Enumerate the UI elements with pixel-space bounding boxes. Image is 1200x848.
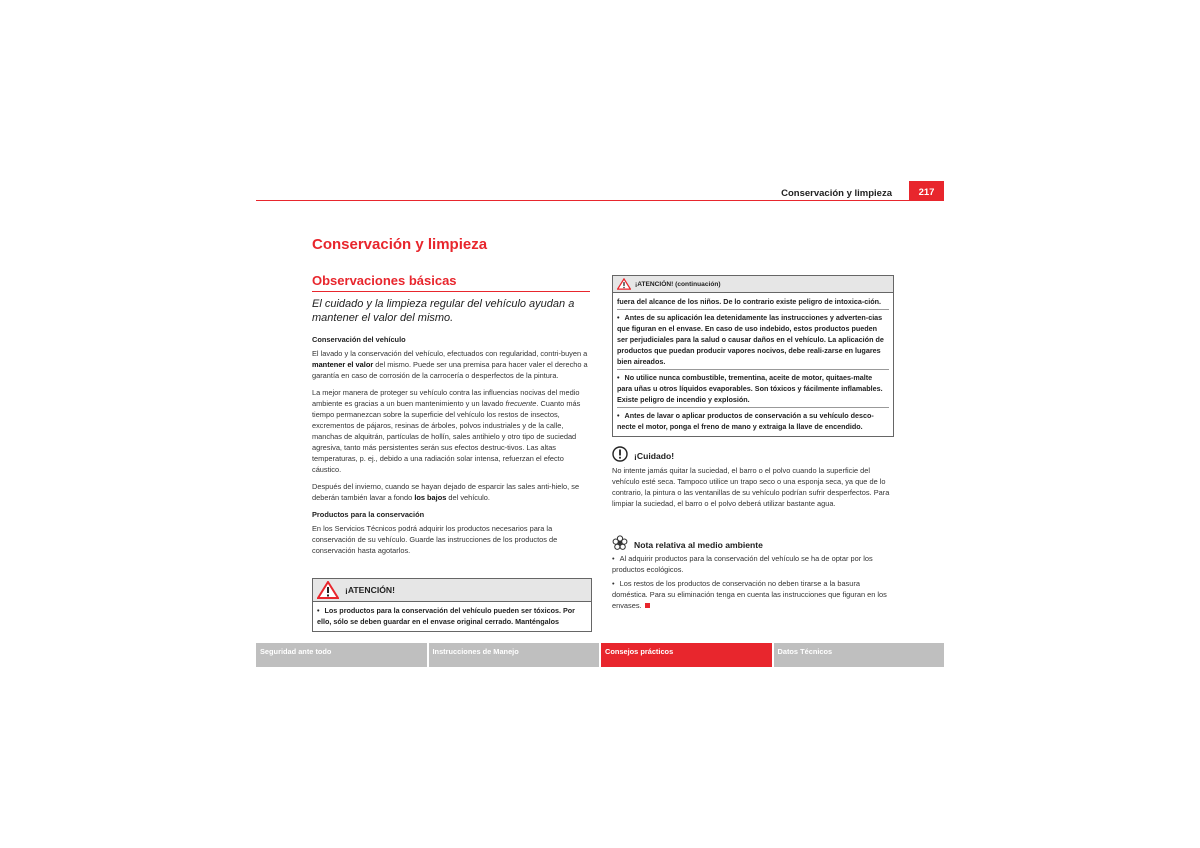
warning-continuation-title: ¡ATENCIÓN! (continuación) xyxy=(635,280,721,288)
warning-continuation-header xyxy=(613,276,893,293)
warning-box xyxy=(312,578,592,632)
footer-tab-safety[interactable]: Seguridad ante todo xyxy=(256,643,427,667)
page-number: 217 xyxy=(909,181,944,201)
paragraph-3: Después del invierno, cuando se hayan dejado de esparcir las sales anti-hielo, se deberán también lavar a fondo los bajos del vehículo. xyxy=(312,482,580,502)
warning-continuation-text: fuera del alcance de los niños. De lo contrario existe peligro de intoxica-ción. xyxy=(617,297,882,306)
environment-item: • Al adquirir productos para la conservación del vehículo se ha de optar por los productos ecológicos. xyxy=(612,553,892,575)
warning-item: • No utilice nunca combustible, trementina, aceite de motor, quitaes-malte para uñas u otros líquidos evaporables. Son tóxicos y fácilmente inflamables. Existe peligro de incendio y explosión. xyxy=(617,369,889,405)
intro-text: El cuidado y la limpieza regular del vehículo ayudan a mantener el valor del mismo. xyxy=(312,298,575,324)
paragraph-2: La mejor manera de proteger su vehículo contra las influencias nocivas del medio ambiente es gracias a un buen mantenimiento y un lavado frecuente. Cuanto más tiempo permanezcan sobre la superficie del vehículo los restos de insectos, excrementos de pájaros, resinas de árboles, polvos industriales y de la calle, manchas de alquitrán, partículas de hollín, sales antihielo y otro tipo de suciedad agresiva, tanto más persistentes serán sus efectos destruc-tivos. Las altas temperaturas, p. ej., debido a una radiación solar intensa, refuerzan el efecto cáustico. xyxy=(312,388,581,474)
subheading-vehicle-care: Conservación del vehículo xyxy=(312,335,406,344)
subheading-products: Productos para la conservación xyxy=(312,510,425,519)
page-title: Conservación y limpieza xyxy=(312,236,488,253)
header-rule xyxy=(256,200,944,201)
end-marker-square-icon xyxy=(645,603,650,608)
section-title: Observaciones básicas xyxy=(312,273,457,288)
exclamation-circle-icon xyxy=(612,446,628,462)
paragraph-1: El lavado y la conservación del vehículo, efectuados con regularidad, contri-buyen a mantener el valor del mismo. Puede ser una premisa para hacer valer el derecho a garantía en caso de corrosión de la carrocería o desperfectos de la pintura. xyxy=(312,349,588,380)
warning-triangle-icon xyxy=(317,581,339,599)
caution-block xyxy=(612,445,892,509)
environment-note xyxy=(612,535,892,611)
running-header-title: Conservación y limpieza xyxy=(781,188,892,199)
warning-item: • Antes de lavar o aplicar productos de conservación a su vehículo desco-necte el motor, ponga el freno de mano y extraiga la llave de encendido. xyxy=(617,407,889,432)
warning-body xyxy=(313,602,591,631)
warning-box-header xyxy=(313,579,591,602)
warning-triangle-icon xyxy=(617,278,631,290)
paragraph-4: En los Servicios Técnicos podrá adquirir los productos necesarios para la conservación de su vehículo. Guarde las instrucciones de los productos de conservación hasta agotarlos. xyxy=(312,524,558,555)
footer-nav xyxy=(256,643,944,667)
flower-icon xyxy=(612,535,628,551)
warning-item: • Los productos para la conservación del vehículo pueden ser tóxicos. Por ello, sólo se deben guardar en el envase original cerrado. Manténgalos xyxy=(317,605,587,627)
footer-tab-practical-tips[interactable]: Consejos prácticos xyxy=(601,643,772,667)
environment-title: Nota relativa al medio ambiente xyxy=(634,539,763,550)
footer-tab-operation[interactable]: Instrucciones de Manejo xyxy=(429,643,600,667)
warning-item: • Antes de su aplicación lea detenidamente las instrucciones y adverten-cias que figuran en el envase. En caso de uso indebido, estos productos pueden ser perjudiciales para la salud o causar daños en el vehículo. La aplicación de productos que puedan producir vapores nocivos, debe reali-zarse en lugares bien aireados. xyxy=(617,309,889,367)
caution-title: ¡Cuidado! xyxy=(634,451,675,461)
section-rule xyxy=(312,291,590,292)
warning-continuation-box xyxy=(612,275,894,437)
footer-tab-technical-data[interactable]: Datos Técnicos xyxy=(774,643,945,667)
environment-item: • Los restos de los productos de conservación no deben tirarse a la basura doméstica. Para su eliminación tenga en cuenta las instrucciones que figuran en los envases. xyxy=(612,578,892,611)
left-column xyxy=(312,334,590,562)
warning-continuation-body xyxy=(613,293,893,436)
warning-title: ¡ATENCIÓN! xyxy=(345,585,395,595)
caution-text: No intente jamás quitar la suciedad, el barro o el polvo cuando la superficie del vehículo esté seca. Tampoco utilice un trapo seco o una esponja seca, ya que de lo contrario, la pintura o las ventanillas de su vehículo podrían sufrir desperfectos. Para limpiar la suciedad, el barro o el polvo deberá utilizar bastante agua. xyxy=(612,466,890,508)
